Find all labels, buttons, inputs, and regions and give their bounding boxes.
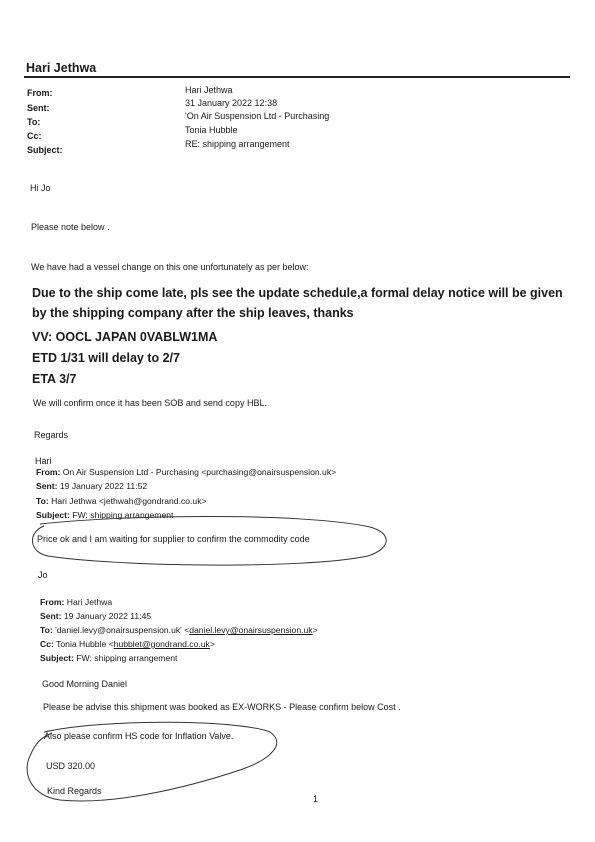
- quote2-greeting: Good Morning Daniel: [42, 679, 128, 689]
- quote1-to: [36, 496, 207, 506]
- quote2-sent-value: 19 January 2022 11:45: [63, 611, 152, 621]
- regards: Regards: [34, 430, 69, 440]
- quote2-subject-label: Subject:: [40, 653, 74, 663]
- eta-line: ETA 3/7: [32, 372, 77, 386]
- etd-line: ETD 1/31 will delay to 2/7: [32, 351, 180, 365]
- cc-label: Cc:: [27, 131, 42, 141]
- quote2-cc-label: Cc:: [40, 639, 54, 649]
- header-rule: [24, 76, 570, 78]
- confirm-line: We will confirm once it has been SOB and send copy HBL.: [33, 398, 267, 408]
- quote1-subject-value: FW: shipping arrangement: [72, 510, 174, 520]
- from-label: From:: [27, 88, 53, 98]
- quote2-amount: USD 320.00: [46, 761, 96, 771]
- quote2-subject: [40, 653, 177, 663]
- quote1-subject-label: Subject:: [36, 510, 70, 520]
- quote2-closing: Kind Regards: [47, 786, 102, 796]
- quote2-from: [40, 597, 112, 607]
- quote2-subject-value: FW: shipping arrangement: [76, 653, 178, 663]
- quote2-cc: [40, 639, 215, 649]
- quote2-to-value-end: >: [312, 625, 318, 635]
- quote1-to-label: To:: [36, 496, 49, 506]
- sender-name: Hari Jethwa: [26, 61, 97, 75]
- signature: Hari: [35, 456, 52, 466]
- sent-label: Sent:: [27, 103, 50, 113]
- quote2-sent-label: Sent:: [40, 611, 62, 621]
- greeting: Hi Jo: [30, 183, 51, 193]
- quote1-body: Price ok and I am waiting for supplier to confirm the commodity code: [37, 534, 310, 544]
- quote1-subject: [36, 510, 173, 520]
- quote2-sent: [40, 611, 151, 621]
- quote2-line-2: Also please confirm HS code for Inflation Valve.: [44, 731, 234, 741]
- quote2-to-label: To:: [40, 625, 53, 635]
- quote2-cc-value: Tonia Hubble <: [56, 639, 114, 649]
- quote1-sent: [36, 481, 147, 491]
- delay-notice-line-2: by the shipping company after the ship leaves, thanks: [32, 306, 354, 320]
- quote2-to-value: 'daniel.levy@onairsuspension.uk' <: [55, 625, 190, 635]
- quote1-to-value: Hari Jethwa <jethwah@gondrand.co.uk>: [51, 496, 207, 506]
- sent-value: 31 January 2022 12:38: [185, 98, 278, 108]
- vessel-voyage: VV: OOCL JAPAN 0VABLW1MA: [32, 330, 218, 344]
- quote2-cc-value-end: >: [209, 639, 215, 649]
- quote2-line-1: Please be advise this shipment was booked as EX-WORKS - Please confirm below Cost .: [43, 702, 401, 712]
- quote1-from: [36, 467, 336, 477]
- quote1-from-value: On Air Suspension Ltd - Purchasing <purchasing@onairsuspension.uk>: [62, 467, 337, 477]
- quote2-to-email-link[interactable]: daniel.levy@onairsuspension.uk: [189, 625, 313, 635]
- delay-notice-line-1: Due to the ship come late, pls see the update schedule,a formal delay notice will be given: [32, 286, 563, 300]
- page-number: 1: [313, 794, 319, 804]
- quote1-sent-label: Sent:: [36, 481, 58, 491]
- quote2-to: [40, 625, 318, 635]
- quote2-cc-email-link[interactable]: hubblet@gondrand.co.uk: [113, 639, 210, 649]
- from-value: Hari Jethwa: [185, 85, 233, 95]
- quote1-signoff: Jo: [38, 570, 48, 580]
- quote1-from-label: From:: [36, 467, 61, 477]
- vessel-change-line: We have had a vessel change on this one unfortunately as per below:: [31, 262, 309, 272]
- subject-value: RE: shipping arrangement: [185, 139, 290, 149]
- subject-label: Subject:: [27, 145, 63, 155]
- to-label: To:: [27, 117, 41, 127]
- intro-line: Please note below .: [31, 222, 110, 232]
- quote2-from-label: From:: [40, 597, 65, 607]
- quote2-from-value: Hari Jethwa: [66, 597, 113, 607]
- to-value: 'On Air Suspension Ltd - Purchasing: [185, 111, 330, 121]
- quote1-sent-value: 19 January 2022 11:52: [59, 481, 148, 491]
- cc-value: Tonia Hubble: [185, 125, 238, 135]
